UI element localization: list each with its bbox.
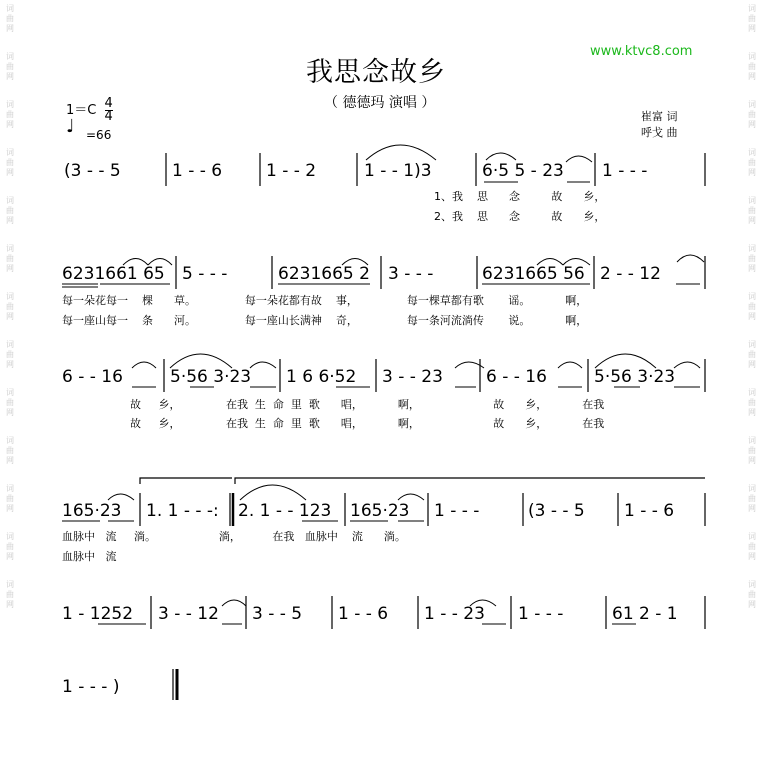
watermark-glyph: 词 [6, 580, 14, 589]
watermark-glyph: 网 [748, 600, 756, 609]
lyrics-row2-verse1: 每一朵花每一 棵 草。 每一朵花都有故 事， 每一棵草都有歌 谣。 啊， [62, 294, 588, 307]
lyrics-row3-verse2: 故 乡， 在我 生 命 里 歌 唱， 啊， 故 乡， 在我 [130, 417, 605, 430]
watermark-glyph: 词 [6, 532, 14, 541]
watermark-glyph: 网 [6, 168, 14, 177]
row6-bar1: 1 - - - ) [62, 677, 120, 697]
watermark-glyph: 曲 [748, 590, 756, 599]
row4-barlines [140, 478, 705, 526]
row4-bar7: 1 - - 6 [624, 501, 675, 521]
watermark-glyph: 曲 [748, 110, 756, 119]
watermark-glyph: 曲 [6, 398, 14, 407]
row5-bar1: 1 - 1252 [62, 604, 134, 624]
watermark-glyph: 曲 [6, 494, 14, 503]
row3-bar5: 6 - - 16 [486, 367, 547, 387]
watermark-glyph: 词 [6, 148, 14, 157]
row3-bar3: 1 6 6·52 [286, 367, 357, 387]
watermark-glyph: 曲 [748, 494, 756, 503]
row1-bar1: (3 - - 5 [64, 161, 121, 181]
watermark-glyph: 曲 [748, 14, 756, 23]
watermark-glyph: 词 [6, 244, 14, 253]
row2-bar1: 6231661 65 [62, 264, 165, 284]
watermark-glyph: 词 [748, 388, 756, 397]
lyrics-row1-verse2: 2、我 思 念 故 乡， [434, 210, 606, 223]
watermark-glyph: 词 [748, 292, 756, 301]
watermark-glyph: 词 [748, 148, 756, 157]
lyrics-row4-verse2: 血脉中 流 [62, 550, 117, 563]
watermark-glyph: 网 [6, 456, 14, 465]
row5-bar4: 1 - - 6 [338, 604, 389, 624]
quarter-note-icon: ♩ [66, 116, 75, 137]
watermark-glyph: 曲 [748, 350, 756, 359]
row5-bar5: 1 - - 23 [424, 604, 485, 624]
row2-bar5: 6231665 56 [482, 264, 585, 284]
watermark-glyph: 曲 [748, 446, 756, 455]
watermark-glyph: 词 [748, 244, 756, 253]
watermark-glyph: 词 [6, 340, 14, 349]
row5-bar6: 1 - - - [518, 604, 564, 624]
lyrics-row4-verse1: 血脉中 流 淌。 淌， 在我 血脉中 流 淌。 [62, 530, 406, 543]
watermark-glyph: 网 [6, 216, 14, 225]
row3-bar2: 5·56 3·23 [170, 367, 252, 387]
watermark-glyph: 曲 [748, 206, 756, 215]
watermark-glyph: 网 [6, 360, 14, 369]
row3-bar6: 5·56 3·23 [594, 367, 676, 387]
row2-bar4: 3 - - - [388, 264, 434, 284]
row4-bar3: 2. 1 - - 123 [238, 501, 332, 521]
tempo-value: =66 [86, 128, 112, 142]
meter-top: 4 [104, 96, 113, 111]
watermark-glyph: 网 [6, 408, 14, 417]
watermark-glyph: 曲 [6, 254, 14, 263]
row1-bar6: 1 - - - [602, 161, 648, 181]
row5-bar3: 3 - - 5 [252, 604, 303, 624]
watermark-glyph: 曲 [6, 350, 14, 359]
song-title: 我思念故乡 [306, 57, 446, 88]
watermark-glyph: 网 [748, 264, 756, 273]
watermark-glyph: 词 [6, 388, 14, 397]
watermark-glyph: 词 [6, 292, 14, 301]
watermark-glyph: 曲 [748, 302, 756, 311]
watermark-glyph: 网 [748, 24, 756, 33]
watermark-glyph: 词 [748, 4, 756, 13]
watermark-url[interactable]: www.ktvc8.com [590, 44, 693, 59]
watermark-glyph: 曲 [748, 398, 756, 407]
watermark-glyph: 曲 [748, 62, 756, 71]
watermark-glyph: 网 [6, 264, 14, 273]
watermark-glyph: 曲 [6, 206, 14, 215]
row4-bar6: (3 - - 5 [528, 501, 585, 521]
row5-bar2: 3 - - 12 [158, 604, 219, 624]
row4-bar1: 165·23 [62, 501, 122, 521]
row2-bar6: 2 - - 12 [600, 264, 661, 284]
watermark-glyph: 网 [6, 600, 14, 609]
watermark-glyph: 网 [748, 504, 756, 513]
watermark-glyph: 词 [748, 340, 756, 349]
watermark-glyph: 词 [748, 580, 756, 589]
composer-credit: 呼戈 曲 [641, 126, 678, 139]
watermark-glyph: 曲 [6, 542, 14, 551]
beams [62, 182, 700, 624]
watermark-glyph: 曲 [6, 446, 14, 455]
watermark-glyph: 网 [748, 120, 756, 129]
row1-bar4: 1 - - 1)3 [364, 161, 432, 181]
watermark-glyph: 网 [6, 312, 14, 321]
watermark-glyph: 曲 [6, 14, 14, 23]
notes [62, 161, 678, 697]
row1-bar3: 1 - - 2 [266, 161, 317, 181]
row2-bar2: 5 - - - [182, 264, 228, 284]
final-barline [173, 669, 177, 700]
lyrics-row2-verse2: 每一座山每一 条 河。 每一座山长满神 奇， 每一条河流淌传 说。 啊， [62, 314, 588, 327]
watermark-glyph: 网 [748, 360, 756, 369]
lyricist-credit: 崔富 词 [641, 110, 678, 123]
row4-bar4: 165·23 [350, 501, 410, 521]
watermark-glyph: 网 [748, 216, 756, 225]
row3-bar4: 3 - - 23 [382, 367, 443, 387]
watermark-glyph: 曲 [748, 254, 756, 263]
watermark-glyph: 词 [6, 436, 14, 445]
watermark-glyph: 词 [748, 532, 756, 541]
watermark-glyph: 曲 [6, 302, 14, 311]
watermark-glyph: 曲 [6, 590, 14, 599]
row4-bar5: 1 - - - [434, 501, 480, 521]
watermark-glyph: 网 [748, 456, 756, 465]
watermark-glyph: 词 [6, 52, 14, 61]
watermark-glyph: 网 [748, 312, 756, 321]
watermark-glyph: 曲 [748, 158, 756, 167]
row1-bar2: 1 - - 6 [172, 161, 223, 181]
watermark-glyph: 曲 [748, 542, 756, 551]
watermark-glyph: 网 [748, 552, 756, 561]
watermark-glyph: 网 [6, 120, 14, 129]
watermark-glyph: 网 [748, 168, 756, 177]
watermark-glyph: 曲 [6, 110, 14, 119]
watermark-glyph: 词 [748, 196, 756, 205]
watermark-glyph: 词 [748, 52, 756, 61]
watermark-glyph: 词 [6, 196, 14, 205]
watermark-glyph: 词 [748, 436, 756, 445]
watermark-glyph: 词 [6, 484, 14, 493]
row4-bar2: 1. 1 - - -: [146, 501, 219, 521]
watermark-glyph: 曲 [6, 158, 14, 167]
watermark-glyph: 词 [6, 100, 14, 109]
lyrics-row3-verse1: 故 乡， 在我 生 命 里 歌 唱， 啊， 故 乡， 在我 [130, 398, 605, 411]
watermark-glyph: 网 [748, 408, 756, 417]
lyrics-row1-verse1: 1、我 思 念 故 乡， [434, 190, 606, 203]
watermark-glyph: 网 [6, 24, 14, 33]
singer-credit: （ 德德玛 演唱 ） [324, 95, 436, 111]
watermark-glyph: 词 [748, 100, 756, 109]
watermark-glyph: 网 [6, 552, 14, 561]
key-label: 1＝C [66, 103, 97, 118]
watermark-glyph: 词 [6, 4, 14, 13]
row1-bar5: 6·5 5 - 23 [482, 161, 564, 181]
watermark-glyph: 网 [6, 72, 14, 81]
watermark-glyph: 曲 [6, 62, 14, 71]
row5-bar7: 61 2 - 1 [612, 604, 678, 624]
watermark-glyph: 词 [748, 484, 756, 493]
row2-bar3: 6231665 2 [278, 264, 370, 284]
watermark-glyph: 网 [6, 504, 14, 513]
row3-bar1: 6 - - 16 [62, 367, 123, 387]
meter-bottom: 4 [104, 109, 113, 124]
watermark-glyph: 网 [748, 72, 756, 81]
